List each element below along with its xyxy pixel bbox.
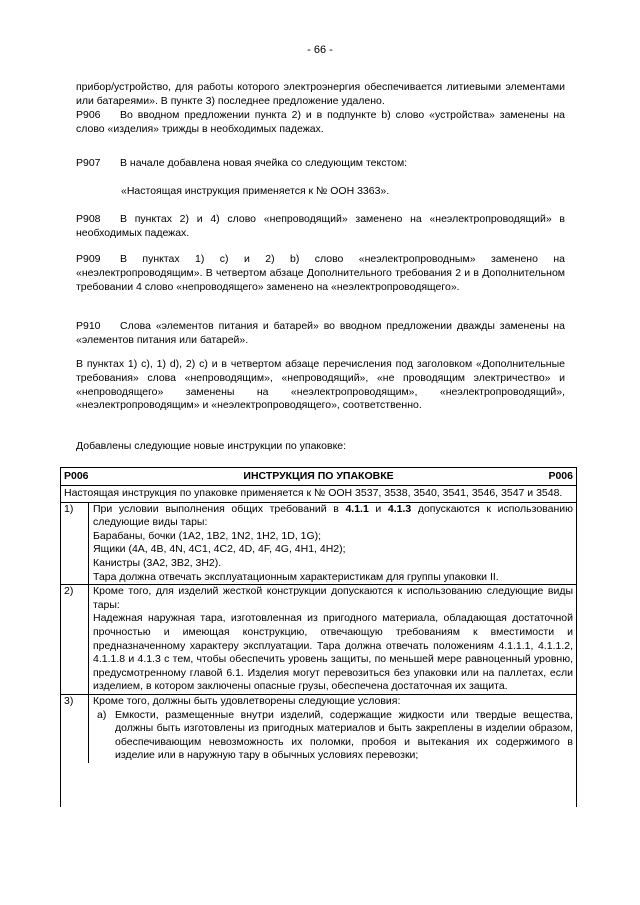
code-label: P910 [76, 320, 101, 332]
amendment-text: В пунктах 2) и 4) слово «непроводящий» заменено на «неэлектропроводящий» в необходимых падежах. [76, 213, 565, 239]
packing-instruction-table [60, 467, 577, 807]
row-number: 3) [61, 695, 89, 763]
code-label: P907 [76, 157, 101, 169]
table-title: ИНСТРУКЦИЯ ПО УПАКОВКЕ [243, 470, 394, 482]
row-number: 1) [61, 503, 89, 585]
row-content [89, 585, 576, 694]
code-label: P906 [76, 109, 101, 121]
paragraph-added: Добавлены следующие новые инструкции по упаковке: [76, 440, 347, 452]
row-intro: При условии выполнения общих требований в 4.1.1 и 4.1.3 допускаются к использованию следующие виды тары: [93, 502, 573, 529]
table-row [61, 695, 576, 763]
row-intro: Кроме того, для изделий жесткой конструкции допускаются к использованию следующие виды тары: [93, 585, 573, 611]
row-number: 2) [61, 585, 89, 694]
amendment-p907 [76, 157, 565, 171]
reference-4-1-1: 4.1.1 [345, 502, 369, 515]
amendment-p910 [76, 320, 565, 348]
table-header [61, 468, 576, 486]
code-label: P909 [76, 253, 101, 265]
packaging-boxes: Ящики (4A, 4B, 4N, 4C1, 4C2, 4D, 4F, 4G, 4H1, 4H2); [93, 543, 346, 556]
paragraph-continuation: прибор/устройство, для работы которого электроэнергия обеспечивается литиевыми элементами или батареями». В пункте 3) последнее предложение удалено. [76, 81, 565, 107]
paragraph-items: В пунктах 1) c), 1) d), 2) c) и в четвертом абзаце перечисления под заголовком «Дополнительные требования» слова «непроводящим», «непроводящий», «не проводящим электричество» и «непроводящего» заменены на «неэлектропроводящим», «неэлектропроводящий», «неэлектропроводящим» и «неэлектропроводящего», соответственно. [76, 358, 565, 412]
amendment-text: В пунктах 1) c) и 2) b) слово «неэлектропроводным» заменено на «неэлектропроводящим». В четвертом абзаце Дополнительного требования 2 и в Дополнительном требовании 4 слово «непроводящего» заменено на «неэлектропроводящего». [76, 253, 565, 293]
sub-item-label: a) [97, 708, 107, 721]
row-intro: Кроме того, должны быть удовлетворены следующие условия: [93, 694, 401, 707]
sub-item-text: Емкости, размещенные внутри изделий, содержащие жидкости или твердые вещества, должны быть изготовлены из пригодных материалов и быть закреплены в изделии образом, обеспечивающим невозможность их поломки, пробоя и вытекания их содержимого в изделие или в наружную тару в обычных условиях перевозки; [115, 708, 573, 762]
packaging-drums: Барабаны, бочки (1A2, 1B2, 1N2, 1H2, 1D, 1G); [93, 529, 322, 542]
sub-item-a [93, 709, 573, 763]
packaging-cans: Канистры (3A2, 3B2, 3H2). [93, 556, 222, 569]
table-intro: Настоящая инструкция по упаковке применяется к № ООН 3537, 3538, 3540, 3541, 3546, 3547 и 3548. [61, 486, 576, 503]
page-number: - 66 - [307, 44, 333, 56]
row-content [89, 503, 576, 585]
amendment-p909 [76, 253, 565, 294]
amendment-text: Слова «элементов питания и батарей» во вводном предложении дважды заменены на «элементов питания или батарей». [76, 320, 565, 346]
amendment-text: В начале добавлена новая ячейка со следующим текстом: [120, 157, 408, 169]
quoted-text: «Настоящая инструкция применяется к № ООН 3363». [121, 185, 390, 197]
reference-4-1-3: 4.1.3 [387, 502, 412, 515]
table-code-left: P006 [64, 470, 89, 482]
row-content [89, 695, 576, 763]
table-code-right: P006 [548, 470, 573, 482]
amendment-p906 [76, 109, 565, 137]
packaging-note: Тара должна отвечать эксплуатационным характеристикам для группы упаковки II. [93, 570, 499, 583]
amendment-text: Во вводном предложении пункта 2) и в подпункте b) слово «устройства» заменены на слово «изделия» трижды в необходимых падежах. [76, 109, 565, 135]
amendment-p908 [76, 213, 565, 241]
table-row [61, 585, 576, 695]
row-text: Надежная наружная тара, изготовленная из пригодного материала, обладающая достаточной прочностью и имеющая конструкцию, отвечающую требованиям к вместимости и предназначенному характеру эксплуатации. Тара должна отвечать положениям 4.1.1.1, 4.1.1.2, 4.1.1.8 и 4.1.3 с тем, чтобы обеспечить уровень защиты, по меньшей мере равноценный уровню, предусмотренному главой 6.1. Изделия могут перевозиться без упаковки или на паллетах, если изделием, в котором заключены опасные грузы, обеспечена достаточная их защита. [93, 612, 573, 693]
table-row [61, 503, 576, 586]
code-label: P908 [76, 213, 101, 225]
